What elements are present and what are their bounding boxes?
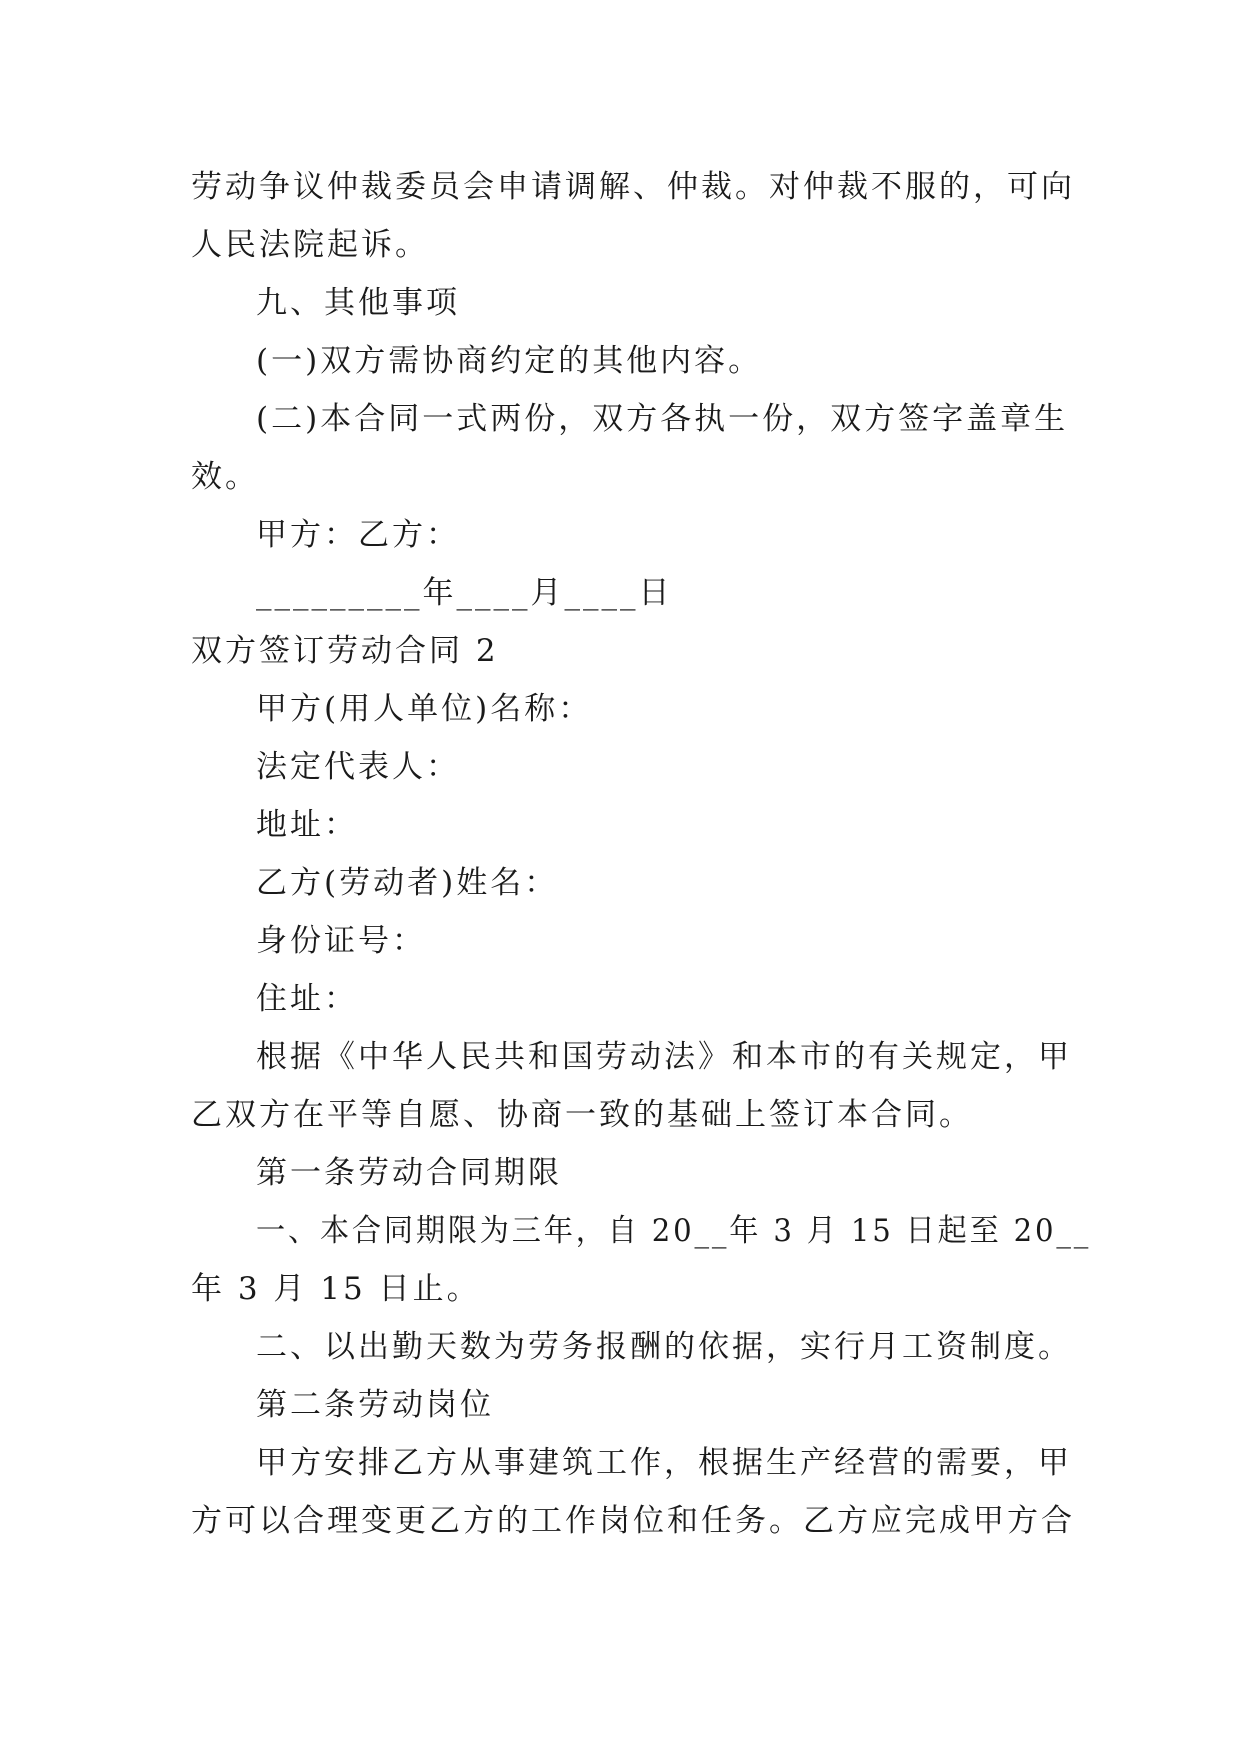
paragraph-line: 根据《中华人民共和国劳动法》和本市的有关规定，甲: [256, 1039, 1072, 1075]
section-heading: 第一条劳动合同期限: [256, 1155, 562, 1191]
signature-parties: 甲方：乙方：: [256, 517, 460, 553]
paragraph-line: 年 3 月 15 日止。: [191, 1271, 481, 1307]
paragraph-line: (一)双方需协商约定的其他内容。: [256, 343, 763, 379]
field-label: 乙方(劳动者)姓名：: [256, 865, 559, 901]
paragraph-line: 一、本合同期限为三年，自 20__年 3 月 15 日起至 20__: [256, 1213, 1092, 1249]
paragraph-line: 劳动争议仲裁委员会申请调解、仲裁。对仲裁不服的，可向: [191, 169, 1075, 205]
paragraph-line: 乙双方在平等自愿、协商一致的基础上签订本合同。: [191, 1097, 973, 1133]
paragraph-line: 效。: [191, 459, 259, 495]
field-label: 甲方(用人单位)名称：: [256, 691, 593, 727]
paragraph-line: 方可以合理变更乙方的工作岗位和任务。乙方应完成甲方合: [191, 1503, 1075, 1539]
section-heading: 九、其他事项: [256, 285, 460, 321]
field-label: 法定代表人：: [256, 749, 460, 785]
field-label: 身份证号：: [256, 923, 426, 959]
date-line: _________年____月____日: [256, 575, 673, 611]
section-heading: 第二条劳动岗位: [256, 1387, 494, 1423]
field-label: 地址：: [256, 807, 358, 843]
paragraph-line: 二、以出勤天数为劳务报酬的依据，实行月工资制度。: [256, 1329, 1072, 1365]
contract-title: 双方签订劳动合同 2: [191, 633, 499, 669]
paragraph-line: 甲方安排乙方从事建筑工作，根据生产经营的需要，甲: [256, 1445, 1072, 1481]
paragraph-line: (二)本合同一式两份，双方各执一份，双方签字盖章生: [256, 401, 1069, 437]
paragraph-line: 人民法院起诉。: [191, 227, 429, 263]
field-label: 住址：: [256, 981, 358, 1017]
